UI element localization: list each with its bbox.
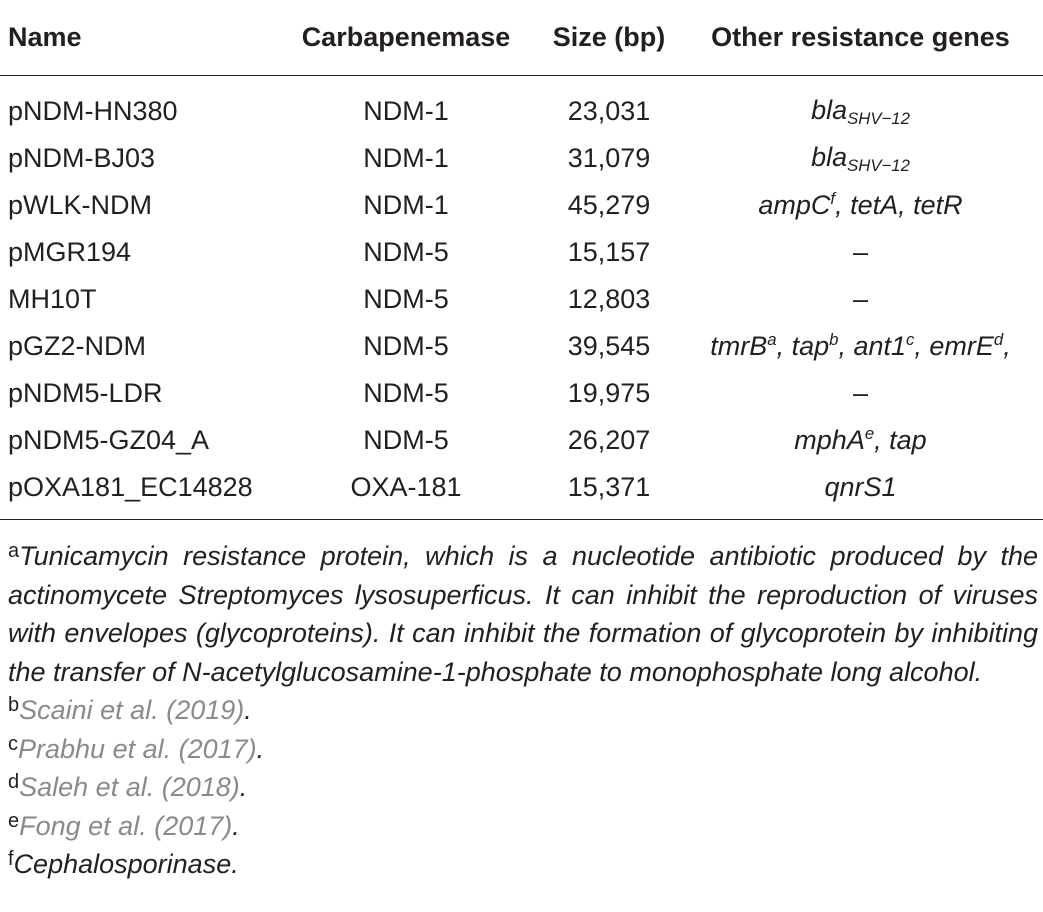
cell-name: pWLK-NDM <box>8 190 153 220</box>
gene-name: mphA <box>794 425 865 455</box>
cell-other-genes <box>678 135 1043 182</box>
header-carbapenemase: Carbapenemase <box>301 22 511 52</box>
cell-other-genes: – <box>852 237 869 267</box>
cell-carbapenemase: OXA-181 <box>350 472 462 502</box>
footnote-c <box>8 730 1038 769</box>
table-row <box>0 76 1043 136</box>
cell-size: 15,157 <box>567 237 651 267</box>
cell-carbapenemase: NDM-1 <box>363 190 449 220</box>
table-row <box>0 370 1043 417</box>
cell-other-genes <box>678 182 1043 229</box>
cell-other-genes <box>678 76 1043 136</box>
table-row <box>0 229 1043 276</box>
footnote-mark: f <box>8 848 14 870</box>
footnote-mark: b <box>8 694 20 716</box>
footnote-mark: e <box>8 809 20 832</box>
cell-carbapenemase: NDM-5 <box>363 378 449 408</box>
footnote-text: Tunicamycin resistance protein, which is a nucleotide antibiotic produced by the actinomycete Streptomyces lysosuperficus. It can inhibit the reproduction of viruses with envelopes (glycoproteins). It can inhibit the formation of glycoprotein by inhibiting the transfer of N-acetylglucosamine-1-phosphate to monophosphate long alcohol. <box>8 541 1038 687</box>
cell-other-genes: – <box>852 378 869 408</box>
table-row <box>0 276 1043 323</box>
cell-size: 45,279 <box>567 190 651 220</box>
cell-carbapenemase: NDM-1 <box>363 143 449 173</box>
footnote-text: . <box>244 695 252 725</box>
citation-link[interactable]: Saleh et al. (2018) <box>19 772 240 802</box>
gene-name: bla <box>811 141 848 172</box>
cell-name: pNDM-BJ03 <box>8 143 156 173</box>
cell-name: MH10T <box>8 284 97 314</box>
footnote-marker: b <box>829 330 839 349</box>
footnote-a <box>8 537 1038 691</box>
table-row <box>0 323 1043 370</box>
footnote-e <box>8 807 1038 846</box>
cell-other-genes <box>678 323 1043 370</box>
footnote-b <box>8 691 1038 730</box>
gene-list: , tetA, tetR <box>835 190 963 220</box>
gene-name: , emrE <box>914 331 994 361</box>
cell-size: 19,975 <box>567 378 651 408</box>
footnote-d <box>8 768 1038 807</box>
footnote-marker: d <box>993 330 1004 349</box>
footnote-f <box>8 845 1038 884</box>
cell-name: pNDM5-LDR <box>8 378 163 408</box>
cell-carbapenemase: NDM-5 <box>363 237 449 267</box>
cell-carbapenemase: NDM-5 <box>363 425 449 455</box>
footnote-marker: e <box>864 424 875 443</box>
footnote-text: . <box>239 772 248 802</box>
table-row <box>0 135 1043 182</box>
table-header-row <box>0 0 1043 76</box>
footnote-text: Cephalosporinase. <box>13 849 239 879</box>
footnote-mark: d <box>8 771 20 793</box>
cell-name: pNDM5-GZ04_A <box>8 425 210 455</box>
cell-name: pGZ2-NDM <box>8 331 147 361</box>
cell-other-genes <box>678 417 1043 464</box>
cell-carbapenemase: NDM-5 <box>363 331 449 361</box>
gene-list: , <box>1003 331 1011 361</box>
citation-link[interactable]: Prabhu et al. (2017) <box>18 733 257 764</box>
table-footnotes <box>8 537 1038 884</box>
table-row <box>0 417 1043 464</box>
cell-name: pOXA181_EC14828 <box>8 472 253 502</box>
cell-name: pMGR194 <box>8 237 132 267</box>
citation-link[interactable]: Fong et al. (2017) <box>19 810 233 841</box>
table-row <box>0 182 1043 229</box>
gene-name: bla <box>811 94 848 125</box>
gene-list: , tap <box>874 425 927 455</box>
footnote-mark: a <box>8 540 20 562</box>
footnote-text: . <box>232 810 240 841</box>
footnote-marker: f <box>830 189 836 208</box>
header-size: Size (bp) <box>552 22 666 52</box>
cell-size: 15,371 <box>567 472 651 502</box>
footnote-marker: a <box>767 330 777 349</box>
cell-size: 26,207 <box>567 425 651 455</box>
citation-link[interactable]: Scaini et al. (2019) <box>19 695 245 725</box>
cell-size: 23,031 <box>567 96 651 126</box>
gene-subscript: SHV−12 <box>847 155 910 175</box>
footnote-mark: c <box>8 732 18 755</box>
gene-name: ampC <box>758 190 831 220</box>
gene-subscript: SHV−12 <box>847 108 910 128</box>
header-other-genes: Other resistance genes <box>711 22 1010 52</box>
cell-carbapenemase: NDM-5 <box>363 284 449 314</box>
cell-other-genes: qnrS1 <box>824 472 897 502</box>
cell-carbapenemase: NDM-1 <box>363 96 449 126</box>
cell-size: 39,545 <box>567 331 651 361</box>
cell-size: 12,803 <box>567 284 651 314</box>
cell-size: 31,079 <box>567 143 651 173</box>
cell-name: pNDM-HN380 <box>8 96 178 126</box>
cell-other-genes: – <box>852 284 869 314</box>
footnote-text: . <box>256 733 265 764</box>
header-name: Name <box>8 22 82 52</box>
gene-name: , tap <box>776 331 830 361</box>
table-row <box>0 464 1043 520</box>
gene-name: tmrB <box>710 331 768 361</box>
gene-name: , ant1 <box>838 331 906 361</box>
footnote-marker: c <box>906 330 915 349</box>
